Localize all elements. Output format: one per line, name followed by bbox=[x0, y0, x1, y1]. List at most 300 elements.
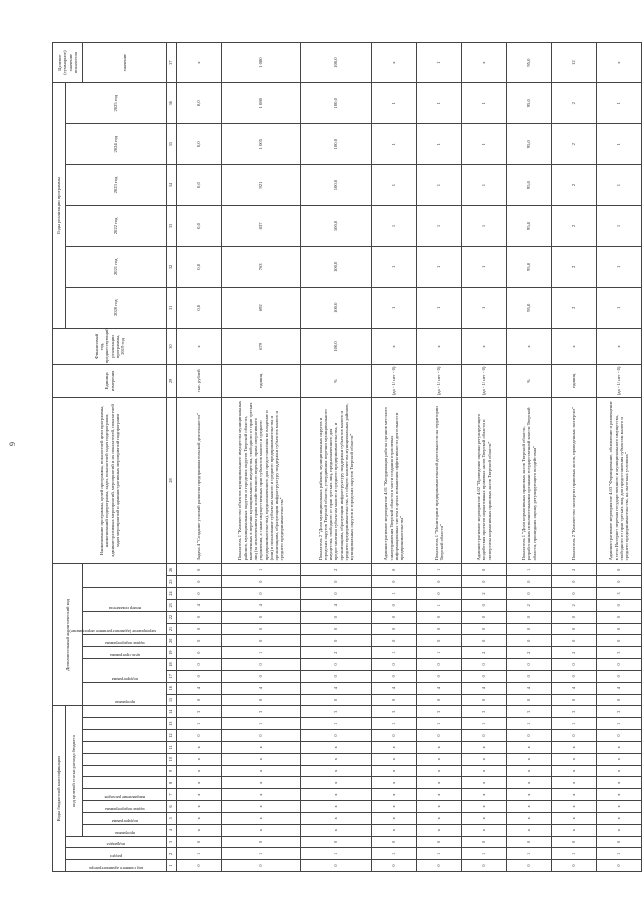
name-header: Наименование программы, целей программы, показателей цели программы, наименований подпрограмм, задач, показателей задач подпрограмм, административных мероприятий, мероприятий и их показателей, показателей задач мероприятий и административных мероприятий подпрограмм bbox=[53, 397, 167, 564]
code-cell: 0 bbox=[177, 588, 222, 600]
year-value: 100,0 bbox=[301, 287, 372, 328]
year-value: 1 bbox=[417, 206, 462, 247]
y2022-header: 2022 год bbox=[66, 206, 167, 247]
code-cell: 1 bbox=[417, 599, 462, 611]
code-cell: 1 bbox=[597, 848, 642, 860]
code-cell: 0 bbox=[372, 635, 417, 647]
col-prog-header bbox=[83, 682, 167, 706]
code-cell: 0 bbox=[507, 670, 552, 682]
code-cell: 1 bbox=[417, 848, 462, 860]
code-cell: 4 bbox=[222, 599, 301, 611]
code-cell: 1 bbox=[507, 848, 552, 860]
code-cell: 3 bbox=[177, 706, 222, 718]
row-name: Административное мероприятие 4.03 "Формирование, обновление и размещение в сети Интернет перечня государственного и муниципального имущества, свободного от прав третьих лиц, для предоставления субъектам малого и среднего предпринимательства, на льготных условиях" bbox=[597, 397, 642, 564]
code-cell: 0 bbox=[222, 576, 301, 588]
code-cell: 3 bbox=[597, 588, 642, 600]
code-cell: 0 bbox=[462, 599, 507, 611]
year-value: 2 bbox=[552, 124, 597, 165]
code-cell: x bbox=[507, 824, 552, 836]
code-cell: x bbox=[417, 777, 462, 789]
column-number: 11 bbox=[167, 741, 177, 753]
code-cell: 1 bbox=[222, 718, 301, 730]
row-unit: тыс. рублей bbox=[177, 365, 222, 397]
year-value: 2 bbox=[552, 206, 597, 247]
col-subprog-header bbox=[83, 659, 167, 683]
code-cell: 0 bbox=[462, 670, 507, 682]
code-cell: 1 bbox=[222, 647, 301, 659]
code-cell: 3 bbox=[301, 706, 372, 718]
row-name: Показатель 1 "Количество объектов муниципального имущества муниципальных районов, муниципальных округов и городских округов Тверской области, включенных в перечни муниципального имущества, свободного от прав третьих лиц (за исключением права хозяйственного ведения, права оперативного управления, а также имущественных прав субъектов малого и среднего предпринимательства), предназначенного для предоставления во владение и (или) в пользование субъектам малого и среднего предпринимательства и организациям, образующим инфраструктуру поддержки субъектов малого и среднего предпринимательства" bbox=[222, 397, 301, 564]
code-cell: 0 bbox=[222, 635, 301, 647]
year-value: 1 bbox=[417, 83, 462, 124]
code-cell: 0 bbox=[301, 694, 372, 706]
code-cell: 1 bbox=[417, 718, 462, 730]
code-cell: 1 bbox=[417, 647, 462, 659]
code-cell: 0 bbox=[507, 611, 552, 623]
y2024-header: 2024 год bbox=[66, 124, 167, 165]
col-empty-header bbox=[83, 706, 167, 718]
column-number: 26 bbox=[167, 564, 177, 576]
section-header bbox=[66, 848, 167, 860]
col-empty-header bbox=[83, 741, 167, 753]
year-value: 95,0 bbox=[507, 124, 552, 165]
code-cell: 0 bbox=[552, 670, 597, 682]
row-target: x bbox=[372, 43, 417, 83]
year-value: 95,0 bbox=[507, 165, 552, 206]
col-program-header bbox=[83, 824, 167, 836]
row-target: 1 080 bbox=[222, 43, 301, 83]
code-cell: 0 bbox=[552, 694, 597, 706]
code-cell: 2 bbox=[507, 647, 552, 659]
year-value: 100,0 bbox=[301, 83, 372, 124]
row-fin: x bbox=[462, 328, 507, 365]
code-cell: 1 bbox=[597, 718, 642, 730]
code-cell: 1 bbox=[177, 848, 222, 860]
row-target: 100,0 bbox=[301, 43, 372, 83]
spend-section-header: код целевой статьи расхода бюджета bbox=[66, 706, 83, 836]
code-cell: 0 bbox=[597, 576, 642, 588]
code-cell: x bbox=[552, 789, 597, 801]
code-cell: 0 bbox=[372, 694, 417, 706]
code-cell: 0 bbox=[507, 860, 552, 872]
row-fin: x bbox=[597, 328, 642, 365]
y2023-header: 2023 год bbox=[66, 165, 167, 206]
code-cell: x bbox=[597, 765, 642, 777]
column-number: 6 bbox=[167, 801, 177, 813]
code-cell: 1 bbox=[372, 848, 417, 860]
table-row bbox=[462, 43, 507, 872]
subsection-header bbox=[66, 836, 167, 848]
target-header: Целевое (суммарное) значение показателя bbox=[53, 43, 83, 83]
column-number: 12 bbox=[167, 730, 177, 742]
code-cell: 3 bbox=[222, 706, 301, 718]
row-name: Административное мероприятие 4.02 "Проведение оценки регулирующего воздействия проектов нормативных правовых актов Тверской области и экспертизы нормативных правовых актов Тверской области" bbox=[462, 397, 507, 564]
year-value: 1 bbox=[372, 206, 417, 247]
code-cell: x bbox=[552, 824, 597, 836]
code-cell: 0 bbox=[552, 730, 597, 742]
col-event-header bbox=[69, 611, 167, 635]
year-value: 2 bbox=[552, 246, 597, 287]
row-fin: x bbox=[417, 328, 462, 365]
code-cell: x bbox=[417, 812, 462, 824]
unit-header: Единица измерения bbox=[53, 365, 167, 397]
col-goal-header bbox=[83, 647, 167, 659]
column-number: 20 bbox=[167, 635, 177, 647]
code-cell: 0 bbox=[301, 860, 372, 872]
code-cell: 0 bbox=[417, 836, 462, 848]
year-value: 1 bbox=[462, 287, 507, 328]
implementation-header: Годы реализации программы bbox=[53, 83, 66, 328]
code-cell: x bbox=[372, 765, 417, 777]
table-row bbox=[372, 43, 417, 872]
code-cell: 0 bbox=[177, 836, 222, 848]
column-number: 2 bbox=[167, 848, 177, 860]
code-cell: 0 bbox=[372, 730, 417, 742]
year-value: 1 bbox=[462, 124, 507, 165]
year-value: 1 bbox=[597, 287, 642, 328]
col-program-label: программа bbox=[114, 830, 135, 836]
code-cell: x bbox=[507, 777, 552, 789]
code-cell: x bbox=[417, 765, 462, 777]
code-cell: 0 bbox=[222, 860, 301, 872]
code-cell: 0 bbox=[507, 588, 552, 600]
year-value: 763 bbox=[222, 246, 301, 287]
table-row bbox=[177, 43, 222, 872]
code-cell: 0 bbox=[462, 635, 507, 647]
year-value: 1 bbox=[417, 246, 462, 287]
code-cell: 0 bbox=[301, 836, 372, 848]
code-cell: 3 bbox=[462, 706, 507, 718]
code-cell: 0 bbox=[417, 694, 462, 706]
code-cell: 1 bbox=[222, 564, 301, 576]
code-cell: 0 bbox=[552, 836, 597, 848]
code-cell: 4 bbox=[222, 682, 301, 694]
code-cell: x bbox=[177, 789, 222, 801]
table-row bbox=[597, 43, 642, 872]
code-cell: 1 bbox=[301, 848, 372, 860]
code-cell: x bbox=[372, 801, 417, 813]
code-cell: x bbox=[222, 812, 301, 824]
row-fin: 100,0 bbox=[301, 328, 372, 365]
code-cell: x bbox=[177, 824, 222, 836]
row-target: x bbox=[597, 43, 642, 83]
code-cell: x bbox=[462, 753, 507, 765]
code-cell: x bbox=[301, 824, 372, 836]
code-cell: x bbox=[301, 765, 372, 777]
code-cell: x bbox=[177, 753, 222, 765]
year-value: 1 080 bbox=[222, 83, 301, 124]
code-cell: x bbox=[552, 753, 597, 765]
column-number: 22 bbox=[167, 611, 177, 623]
code-cell: 3 bbox=[597, 706, 642, 718]
code-cell: 0 bbox=[552, 623, 597, 635]
year-value: 100,0 bbox=[301, 246, 372, 287]
code-cell: x bbox=[462, 801, 507, 813]
code-cell: x bbox=[301, 777, 372, 789]
code-cell: 0 bbox=[222, 623, 301, 635]
year-value: 95,0 bbox=[507, 246, 552, 287]
code-cell: 0 bbox=[417, 730, 462, 742]
code-cell: x bbox=[177, 777, 222, 789]
header-row-1 bbox=[53, 43, 66, 872]
code-cell: x bbox=[222, 753, 301, 765]
code-cell: 2 bbox=[301, 564, 372, 576]
program-table bbox=[52, 42, 642, 872]
code-cell: 4 bbox=[372, 682, 417, 694]
code-cell: x bbox=[597, 777, 642, 789]
code-cell: 1 bbox=[507, 564, 552, 576]
code-cell: 0 bbox=[552, 576, 597, 588]
code-cell: 0 bbox=[301, 576, 372, 588]
code-cell: x bbox=[462, 765, 507, 777]
column-number: 24 bbox=[167, 588, 177, 600]
code-cell: x bbox=[301, 812, 372, 824]
column-number: 34 bbox=[167, 165, 177, 206]
row-unit: % bbox=[301, 365, 372, 397]
row-target: x bbox=[462, 43, 507, 83]
code-cell: 0 bbox=[177, 659, 222, 671]
code-cell: x bbox=[507, 765, 552, 777]
code-cell: x bbox=[417, 824, 462, 836]
year-value: 2 bbox=[552, 165, 597, 206]
row-fin: x bbox=[507, 328, 552, 365]
row-unit: (да - 1/ нет - 0) bbox=[372, 365, 417, 397]
column-number-row bbox=[167, 43, 177, 872]
code-cell: x bbox=[507, 741, 552, 753]
code-cell: 0 bbox=[372, 564, 417, 576]
year-value: 1 005 bbox=[222, 124, 301, 165]
year-value: 100,0 bbox=[301, 124, 372, 165]
code-cell: 0 bbox=[597, 694, 642, 706]
col-event-label: мероприятие (административное мероприятие) bbox=[69, 629, 156, 635]
col-empty-header bbox=[83, 564, 167, 588]
code-cell: 0 bbox=[597, 670, 642, 682]
code-cell: 4 bbox=[301, 599, 372, 611]
code-cell: 0 bbox=[597, 635, 642, 647]
year-value: 1 bbox=[462, 165, 507, 206]
code-cell: 3 bbox=[372, 706, 417, 718]
code-cell: x bbox=[462, 812, 507, 824]
code-cell: 0 bbox=[597, 659, 642, 671]
column-number: 23 bbox=[167, 599, 177, 611]
column-number: 7 bbox=[167, 789, 177, 801]
column-number: 21 bbox=[167, 623, 177, 635]
col-indicator-header bbox=[83, 588, 167, 612]
column-number: 15 bbox=[167, 694, 177, 706]
code-cell: x bbox=[177, 801, 222, 813]
col-empty-header bbox=[83, 730, 167, 742]
code-cell: x bbox=[222, 741, 301, 753]
code-cell: 0 bbox=[301, 659, 372, 671]
year-value: 1 bbox=[462, 246, 507, 287]
year-value: 1 bbox=[372, 287, 417, 328]
code-cell: 0 bbox=[177, 860, 222, 872]
year-value: 0,0 bbox=[177, 124, 222, 165]
code-cell: 0 bbox=[417, 670, 462, 682]
year-value: 1 bbox=[417, 124, 462, 165]
code-cell: 2 bbox=[462, 588, 507, 600]
code-cell: 1 bbox=[177, 718, 222, 730]
code-cell: 0 bbox=[177, 623, 222, 635]
year-value: 95,0 bbox=[507, 287, 552, 328]
code-cell: x bbox=[507, 812, 552, 824]
code-cell: x bbox=[301, 741, 372, 753]
code-cell: x bbox=[222, 824, 301, 836]
code-cell: x bbox=[552, 765, 597, 777]
code-cell: 1 bbox=[462, 718, 507, 730]
code-cell: 1 bbox=[372, 647, 417, 659]
code-cell: x bbox=[372, 741, 417, 753]
col-empty-header bbox=[83, 718, 167, 730]
code-cell: 0 bbox=[417, 659, 462, 671]
code-cell: 0 bbox=[301, 611, 372, 623]
code-cell: 0 bbox=[177, 635, 222, 647]
code-cell: 3 bbox=[552, 706, 597, 718]
column-number: 5 bbox=[167, 812, 177, 824]
row-name: Задача 4 "Создание условий развития предпринимательской деятельности" bbox=[177, 397, 222, 564]
col-subprogram-label: подпрограмма bbox=[111, 818, 138, 824]
code-cell: 1 bbox=[552, 718, 597, 730]
column-number: 4 bbox=[167, 824, 177, 836]
row-name: Показатель 2 "Количество экспертиз правовых актов, проведенных экспертиз" bbox=[552, 397, 597, 564]
code-cell: 4 bbox=[417, 682, 462, 694]
code-cell: 0 bbox=[177, 611, 222, 623]
column-number: 31 bbox=[167, 287, 177, 328]
col-subprogram-header bbox=[83, 812, 167, 824]
code-cell: 2 bbox=[301, 647, 372, 659]
code-cell: 0 bbox=[507, 623, 552, 635]
code-cell: x bbox=[177, 741, 222, 753]
code-cell: 0 bbox=[222, 659, 301, 671]
code-cell: 3 bbox=[417, 706, 462, 718]
column-number: 19 bbox=[167, 647, 177, 659]
code-cell: x bbox=[372, 753, 417, 765]
code-cell: 4 bbox=[597, 682, 642, 694]
code-cell: x bbox=[222, 801, 301, 813]
year-value: 1 bbox=[597, 83, 642, 124]
code-cell: 0 bbox=[301, 635, 372, 647]
code-cell: x bbox=[552, 777, 597, 789]
year-value: 95,0 bbox=[507, 83, 552, 124]
code-cell: 0 bbox=[462, 730, 507, 742]
col-subtask-header bbox=[83, 635, 167, 647]
year-value: 837 bbox=[222, 206, 301, 247]
code-cell: 0 bbox=[462, 860, 507, 872]
code-cell: 0 bbox=[372, 860, 417, 872]
code-cell: 0 bbox=[462, 576, 507, 588]
year-value: 1 bbox=[417, 165, 462, 206]
row-unit: % bbox=[507, 365, 552, 397]
code-cell: 0 bbox=[417, 860, 462, 872]
code-cell: 0 bbox=[177, 730, 222, 742]
code-cell: x bbox=[417, 789, 462, 801]
year-value: 1 bbox=[462, 83, 507, 124]
code-cell: 3 bbox=[507, 706, 552, 718]
rotated-table-container bbox=[52, 42, 630, 872]
column-number: 29 bbox=[167, 365, 177, 397]
code-cell: 0 bbox=[597, 860, 642, 872]
code-cell: 0 bbox=[507, 659, 552, 671]
table-row bbox=[222, 43, 301, 872]
y2025-header: 2025 год bbox=[66, 83, 167, 124]
code-cell: 0 bbox=[552, 588, 597, 600]
code-cell: x bbox=[177, 765, 222, 777]
code-cell: 0 bbox=[417, 611, 462, 623]
col-indicator-label: номер показателя bbox=[108, 605, 141, 611]
code-cell: 0 bbox=[222, 730, 301, 742]
column-number: 3 bbox=[167, 836, 177, 848]
table-row bbox=[417, 43, 462, 872]
code-cell: x bbox=[507, 801, 552, 813]
code-cell: 1 bbox=[301, 718, 372, 730]
code-cell: x bbox=[372, 812, 417, 824]
admin-code-label: код главного администратора bbox=[89, 866, 143, 871]
year-value: 95,0 bbox=[507, 206, 552, 247]
code-cell: x bbox=[597, 789, 642, 801]
code-cell: x bbox=[552, 801, 597, 813]
year-value: 1 bbox=[417, 287, 462, 328]
row-unit: единиц bbox=[552, 365, 597, 397]
code-cell: 0 bbox=[507, 730, 552, 742]
code-cell: 3 bbox=[597, 647, 642, 659]
code-cell: 0 bbox=[597, 730, 642, 742]
code-cell: x bbox=[552, 741, 597, 753]
year-value: 2 bbox=[552, 287, 597, 328]
code-cell: 0 bbox=[222, 836, 301, 848]
code-cell: 2 bbox=[507, 599, 552, 611]
code-cell: 0 bbox=[372, 836, 417, 848]
code-cell: 0 bbox=[301, 670, 372, 682]
col-prog-label: программа bbox=[114, 700, 135, 706]
column-number: 35 bbox=[167, 124, 177, 165]
year-value: 1 bbox=[372, 83, 417, 124]
year-value: 1 bbox=[597, 124, 642, 165]
code-cell: 1 bbox=[552, 848, 597, 860]
code-cell: 4 bbox=[177, 682, 222, 694]
row-name: Показатель 2 "Доля муниципальных районов, муниципальных округов и городских округов Тверской области, утвердивших перечни муниципального имущества, свободного от прав третьих лиц, предназначенного для предоставления субъектам малого и среднего предпринимательства, и организациям, образующим инфраструктуру поддержки субъектов малого и среднего предпринимательства, от общего количества муниципальных районов, муниципальных округов и городских округов Тверской области" bbox=[301, 397, 372, 564]
code-cell: 0 bbox=[177, 564, 222, 576]
column-number: 18 bbox=[167, 659, 177, 671]
code-cell: 0 bbox=[462, 623, 507, 635]
code-cell: 2 bbox=[552, 564, 597, 576]
row-unit: единиц bbox=[222, 365, 301, 397]
code-cell: x bbox=[222, 765, 301, 777]
table-row bbox=[301, 43, 372, 872]
code-cell: x bbox=[417, 741, 462, 753]
year-value: 921 bbox=[222, 165, 301, 206]
row-fin: x bbox=[372, 328, 417, 365]
code-cell: 0 bbox=[417, 576, 462, 588]
y2021-header: 2021 год bbox=[66, 246, 167, 287]
year-value: 0,0 bbox=[177, 206, 222, 247]
code-cell: x bbox=[462, 741, 507, 753]
year-value: 0,0 bbox=[177, 165, 222, 206]
col-subtask-label: задача подпрограммы bbox=[104, 641, 145, 647]
code-cell: 0 bbox=[552, 635, 597, 647]
code-cell: 0 bbox=[177, 694, 222, 706]
code-cell: 0 bbox=[597, 564, 642, 576]
year-value: 1 bbox=[597, 165, 642, 206]
row-fin: x bbox=[177, 328, 222, 365]
column-number: 8 bbox=[167, 777, 177, 789]
code-cell: x bbox=[597, 824, 642, 836]
code-cell: 4 bbox=[177, 599, 222, 611]
subsection-label: подраздел bbox=[106, 842, 126, 848]
col-direction-header bbox=[83, 789, 167, 801]
col-empty-header bbox=[83, 777, 167, 789]
col-empty-header bbox=[83, 753, 167, 765]
code-cell: 0 bbox=[222, 588, 301, 600]
